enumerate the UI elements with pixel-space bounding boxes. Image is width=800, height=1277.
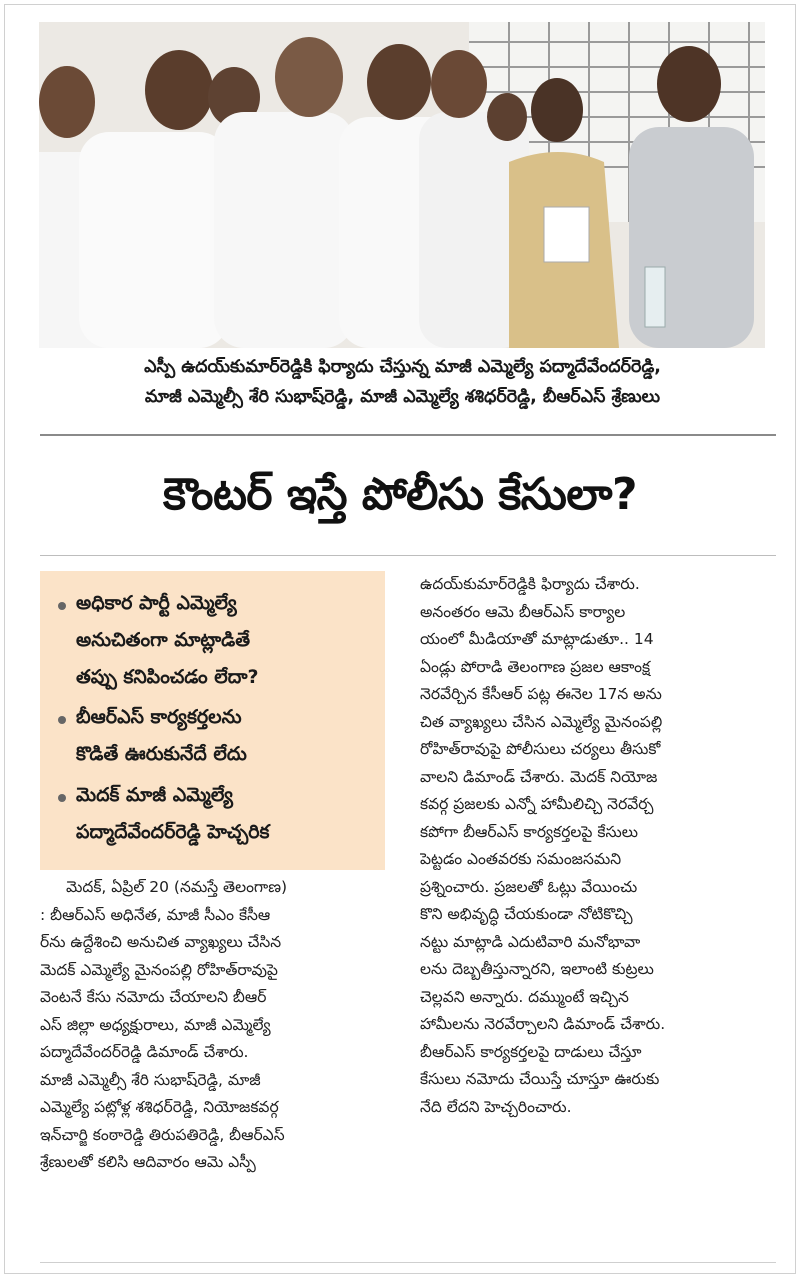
body-line: ఎమ్మెల్యే పట్లోళ్ల శశిధర్‌రెడ్డి, నియోజకవర్గ — [40, 1098, 279, 1116]
body-line: : బీఆర్‌ఎస్ అధినేత, మాజీ సీఎం కేసీఆ — [40, 905, 271, 924]
body-line: నేది లేదని హెచ్చరించారు. — [420, 1097, 572, 1116]
body-line: మెదక్ ఎమ్మెల్యే మైనంపల్లి రోహిత్‌రావుపై — [40, 960, 278, 979]
body-line: లను దెబ్బతీస్తున్నారని, ఇలాంటి కుట్రలు — [420, 960, 654, 978]
body-column-right — [420, 571, 776, 1121]
highlight-line: అనుచితంగా మాట్లాడితే — [76, 629, 251, 651]
body-line: ఏండ్లు పోరాడి తెలంగాణ ప్రజల ఆకాంక్ష — [420, 657, 651, 676]
highlight-line: మెదక్ మాజీ ఎమ్మెల్యే — [76, 784, 234, 806]
headline: కౌంటర్ ఇస్తే పోలీసు కేసులా? — [162, 469, 637, 520]
body-line: బీఆర్‌ఎస్ కార్యకర్తలపై దాడులు చేస్తూ — [420, 1042, 642, 1061]
body-line: చిత వ్యాఖ్యలు చేసిన ఎమ్మెల్యే మైనంపల్లి — [420, 712, 663, 731]
caption-line-1: ఎస్పీ ఉదయ్‌కుమార్‌రెడ్డికి ఫిర్యాదు చేస్తున్న మాజీ ఎమ్మెల్యే పద్మాదేవేందర్‌రెడ్డి, — [144, 357, 661, 377]
caption-line-2: మాజీ ఎమ్మెల్సీ శేరి సుభాష్‌రెడ్డి, మాజీ ఎమ్మెల్యే శశిధర్‌రెడ్డి, బీఆర్‌ఎస్ శ్రేణులు — [144, 387, 661, 407]
body-line: హామీలను నెరవేర్చాలని డిమాండ్ చేశారు. — [420, 1015, 666, 1033]
body-line: చెల్లవని అన్నారు. దమ్ముంటే ఇచ్చిన — [420, 987, 629, 1006]
body-line: కొని అభివృద్ధి చేయకుండా నోటికొచ్చి — [420, 905, 633, 923]
body-line: శ్రేణులతో కలిసి ఆదివారం ఆమె ఎస్పీ — [40, 1153, 256, 1171]
body-line: వెంటనే కేసు నమోదు చేయాలని బీఆర్ — [40, 988, 267, 1006]
body-line: ర్‌ను ఉద్దేశించి అనుచిత వ్యాఖ్యలు చేసిన — [40, 933, 282, 951]
highlights-box — [40, 571, 385, 870]
body-line: పద్మాదేవేందర్‌రెడ్డి డిమాండ్ చేశారు. — [40, 1043, 249, 1061]
divider-headline — [40, 555, 776, 556]
body-line: ఇన్‌చార్జి కంఠారెడ్డి తిరుపతిరెడ్డి, బీఆర్‌ఎస్ — [40, 1125, 285, 1144]
body-line: ప్రశ్నించారు. ప్రజలతో ఓట్లు వేయించు — [420, 877, 638, 896]
body-column-left — [40, 874, 392, 1177]
body-line: నట్టు మాట్లాడి ఎదుటివారి మనోభావా — [420, 932, 641, 951]
highlight-line: కొడితే ఊరుకునేదే లేదు — [76, 743, 247, 765]
body-line: పెట్టడం ఎంతవరకు సమంజసమని — [420, 850, 622, 868]
body-line: కపోగా బీఆర్‌ఎస్ కార్యకర్తలపై కేసులు — [420, 822, 639, 841]
body-line: మెదక్, ఏప్రిల్ 20 (నమస్తే తెలంగాణ) — [66, 878, 288, 896]
body-line: కవర్గ ప్రజలకు ఎన్నో హామీలిచ్చి నెరవేర్చ — [420, 795, 654, 813]
bullet-icon — [58, 794, 66, 802]
highlight-item — [58, 699, 378, 773]
divider-top — [40, 434, 776, 436]
body-line: ఎస్ జిల్లా అధ్యక్షురాలు, మాజీ ఎమ్మెల్యే — [40, 1015, 271, 1034]
news-photo — [39, 22, 765, 348]
body-line: కేసులు నమోదు చేయిస్తే చూస్తూ ఊరుకు — [420, 1070, 660, 1088]
highlight-line: పద్మాదేవేందర్‌రెడ్డి హెచ్చరిక — [76, 821, 270, 843]
bullet-icon — [58, 716, 66, 724]
body-line: రోహిత్‌రావుపై పోలీసులు చర్యలు తీసుకో — [420, 740, 661, 758]
highlight-line: అధికార పార్టీ ఎమ్మెల్యే — [76, 592, 237, 614]
highlight-line: తప్పు కనిపించడం లేదా? — [76, 666, 259, 688]
body-line: ఉదయ్‌కుమార్‌రెడ్డికి ఫిర్యాదు చేశారు. — [420, 575, 640, 593]
body-line: నెరవేర్చిన కేసీఆర్ పట్ల ఈనెల 17న అను — [420, 685, 662, 703]
body-line: వాలని డిమాండ్ చేశారు. మెదక్ నియోజ — [420, 767, 658, 786]
photo-caption — [30, 352, 775, 412]
body-line: మాజీ ఎమ్మెల్సీ శేరి సుభాష్‌రెడ్డి, మాజీ — [40, 1070, 261, 1089]
body-line: అనంతరం ఆమె బీఆర్‌ఎస్ కార్యాల — [420, 602, 626, 621]
highlight-item — [58, 777, 378, 851]
bullet-icon — [58, 602, 66, 610]
highlight-line: బీఆర్‌ఎస్ కార్యకర్తలను — [76, 706, 242, 728]
highlight-item — [58, 585, 378, 696]
body-line: యంలో మీడియాతో మాట్లాడుతూ.. 14 — [420, 630, 654, 648]
divider-bottom — [40, 1262, 776, 1263]
